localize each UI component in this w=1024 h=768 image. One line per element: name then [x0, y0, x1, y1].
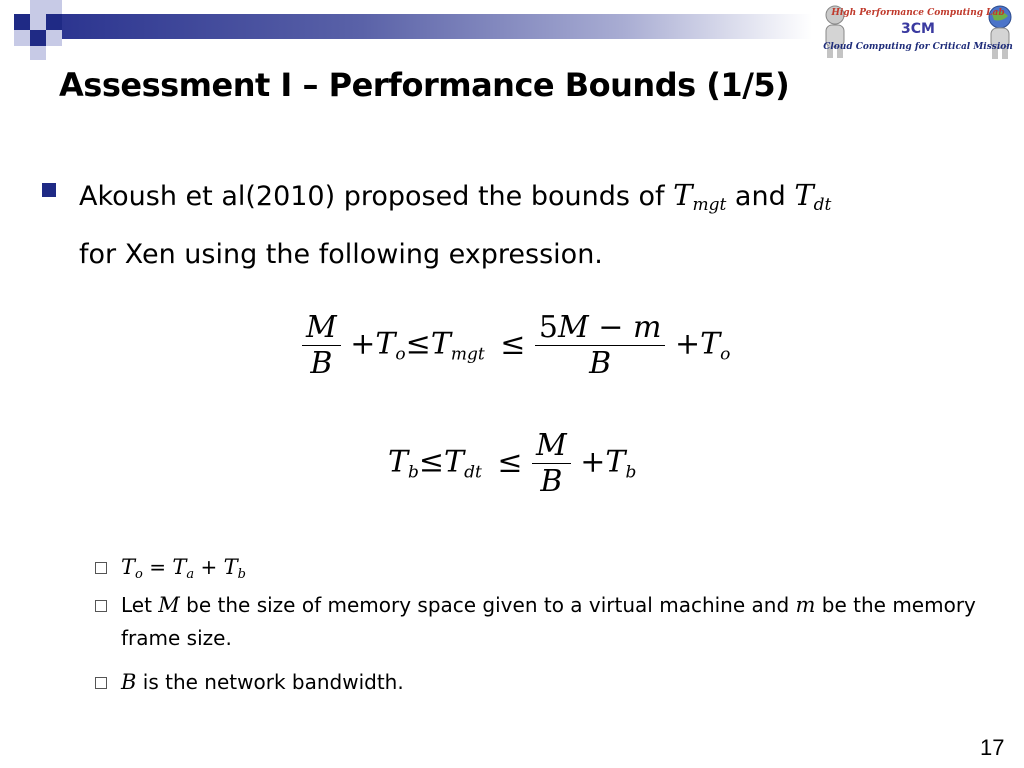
- decor-square: [30, 14, 46, 30]
- lab-logo: [818, 4, 1018, 60]
- decor-square: [46, 0, 62, 14]
- decor-square: [46, 30, 62, 46]
- page-number: 17: [980, 735, 1005, 760]
- fraction-m-over-b: $\frac{M}{B}$: [302, 310, 341, 381]
- bullet-text-after: for Xen using the following expression.: [79, 239, 603, 270]
- formula-t-mgt-bounds: $\frac{M}{B}$ $+T_o\le T_{mgt}$ ≤ $\frac{5M - m}{B}$ $+T_o$: [302, 310, 730, 381]
- main-bullet-text: [79, 170, 999, 280]
- var-t-dt: $T_{dt}$: [794, 178, 832, 215]
- bullet-text-before: Akoush et al(2010) proposed the bounds of: [79, 181, 665, 212]
- decor-square: [30, 30, 46, 46]
- sub-bullet-box-icon: [95, 562, 107, 574]
- decor-square: [46, 14, 62, 30]
- sub-bullet-box-icon: [95, 600, 107, 612]
- logo-line-1: High Performance Computing Lab: [831, 8, 1005, 18]
- logo-line-2: 3CM: [901, 21, 935, 37]
- slide-title: Assessment I – Performance Bounds (1/5): [59, 66, 790, 104]
- logo-line-3: Cloud Computing for Critical Mission: [823, 42, 1013, 52]
- sub-bullet-bandwidth: B is the network bandwidth.: [121, 670, 404, 694]
- decor-square: [30, 0, 46, 14]
- bullet-square-icon: [42, 183, 56, 197]
- fraction-m-over-b-2: $\frac{M}{B}$: [532, 428, 571, 499]
- bullet-text-and: and: [734, 181, 786, 212]
- sub-bullet-memory: Let M be the size of memory space given to a virtual machine and m be the memory frame size.: [121, 593, 976, 650]
- fraction-5m-minus-m-over-b: $\frac{5M - m}{B}$: [535, 310, 666, 381]
- decor-square: [14, 14, 30, 30]
- header-gradient-bar: [62, 14, 812, 39]
- sub-bullet-t-o: $T_o = T_a + T_b$: [121, 555, 246, 582]
- formula-t-dt-bounds: $T_b\le T_{dt}$ ≤ $\frac{M}{B}$ $+T_b$: [388, 428, 637, 499]
- decor-square: [14, 30, 30, 46]
- var-t-mgt: $T_{mgt}$: [673, 178, 727, 215]
- sub-bullet-box-icon: [95, 677, 107, 689]
- decor-square: [30, 46, 46, 60]
